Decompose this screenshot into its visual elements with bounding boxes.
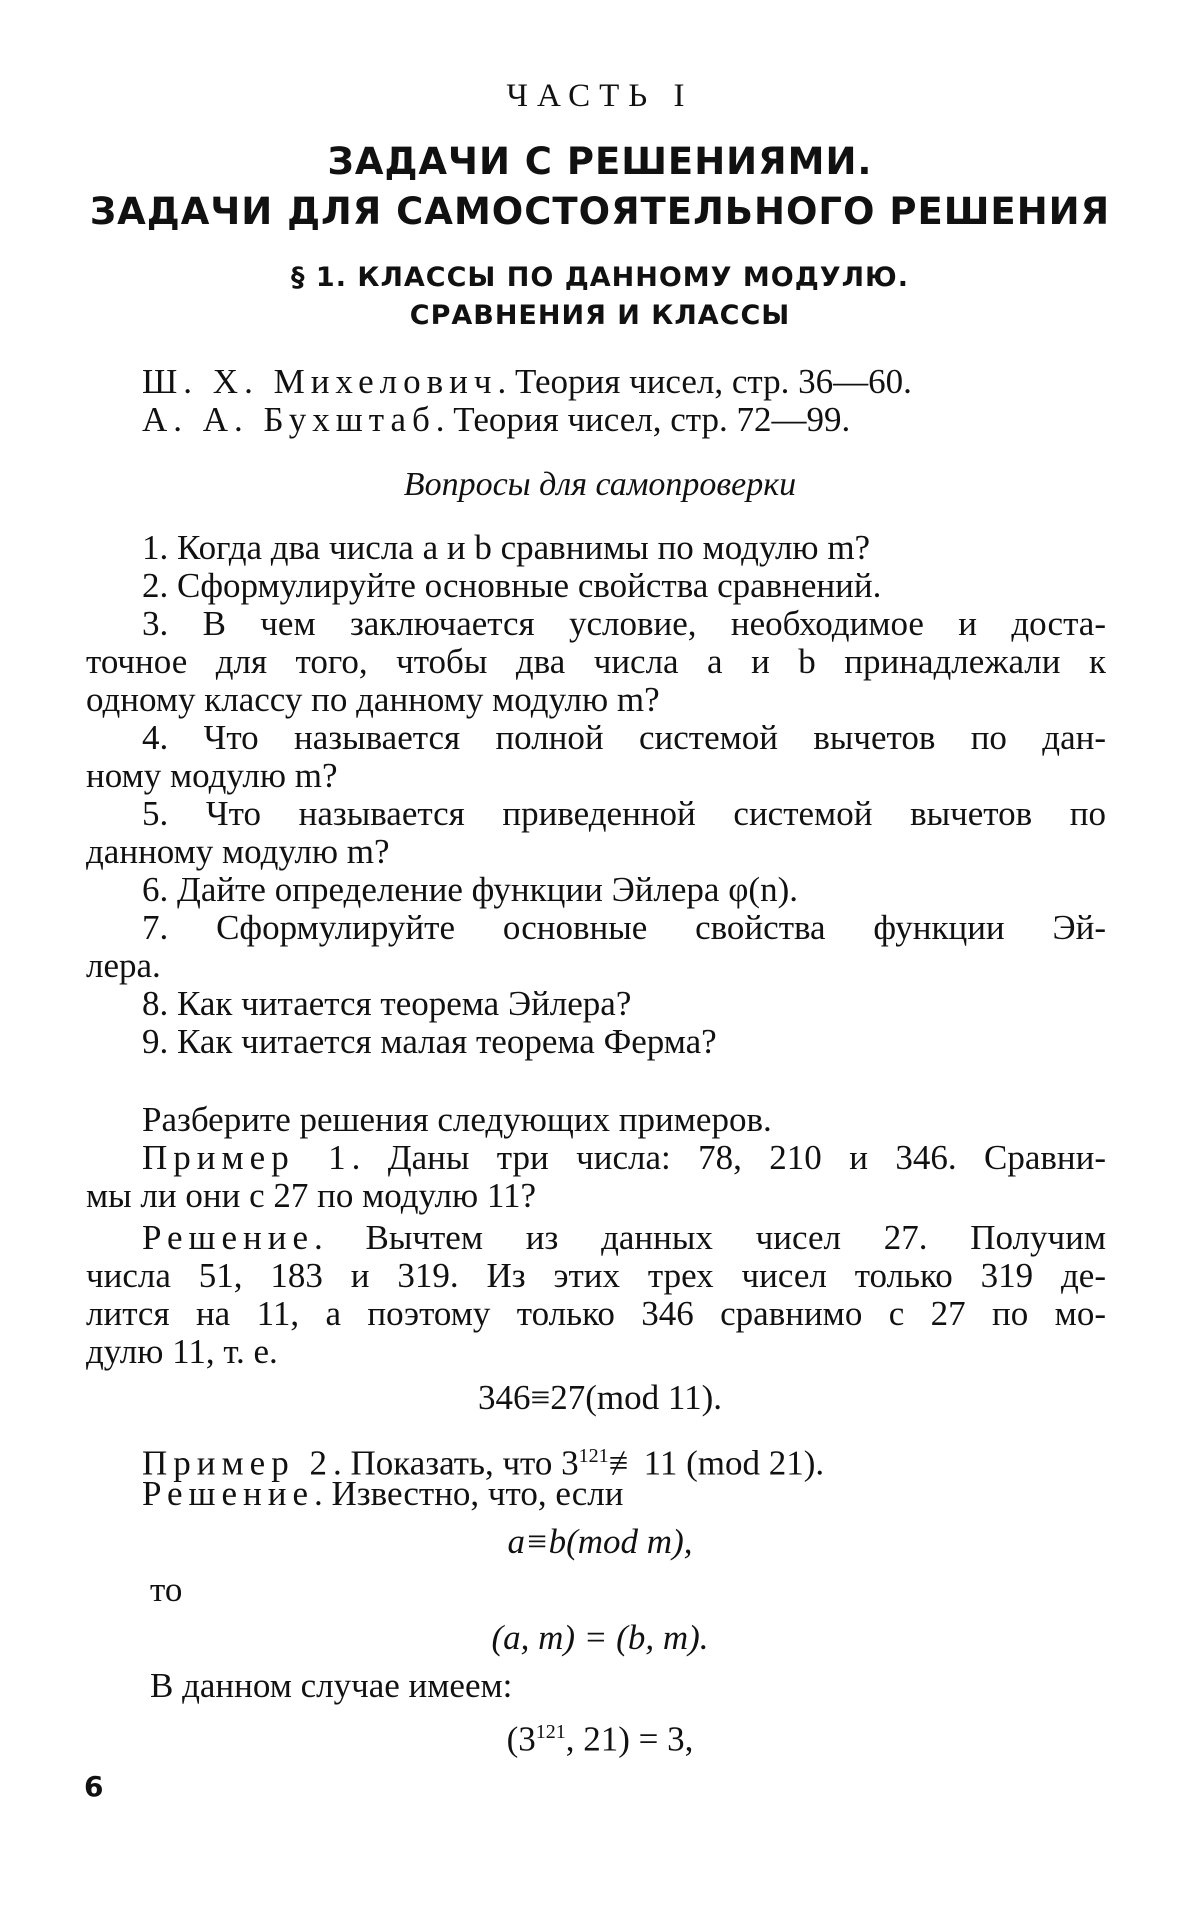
intro-text: Разберите решения следующих примеров. <box>142 1100 772 1139</box>
example-2-statement: Пример 2. Показать, что $3^{121}≢11$ (mod 21). <box>142 1443 825 1483</box>
question-line: 8. Как читается теорема Эйлера? <box>142 984 632 1023</box>
part-heading: ЧАСТЬ I <box>506 78 694 114</box>
then-word: то <box>150 1570 183 1609</box>
example-1-solution: Решение. Вычтем из данных чисел 27. Получим <box>142 1218 1106 1257</box>
example-1-statement-cont: мы ли они с 27 по модулю 11? <box>86 1176 537 1215</box>
question-line: точное для того, чтобы два числа a и b принадлежали к <box>86 642 1106 681</box>
question-line: 1. Когда два числа a и b сравнимы по модулю m? <box>142 528 871 567</box>
formula-congruence: 346≡27(mod 11). <box>478 1378 722 1417</box>
solution-label: Решение <box>142 1474 315 1513</box>
question-line: 5. Что называется приведенной системой вычетов по <box>142 794 1106 833</box>
question-line: 2. Сформулируйте основные свойства сравнений. <box>142 566 882 605</box>
reference-1-author: Ш. Х. Михелович <box>142 362 498 401</box>
chapter-title-line-1: ЗАДАЧИ С РЕШЕНИЯМИ. <box>327 140 873 183</box>
question-line: ному модулю m? <box>86 756 338 795</box>
formula-gcd-value: ($3^{121}$, 21) = 3, <box>506 1719 694 1759</box>
reference-2-author: А. А. Бухштаб <box>142 400 436 439</box>
section-title-line-2: СРАВНЕНИЯ И КЛАССЫ <box>409 300 791 331</box>
example-1-solution-line: числа 51, 183 и 319. Из этих трех чисел только 319 де- <box>86 1256 1106 1295</box>
question-line: данному модулю m? <box>86 832 390 871</box>
page-number: 6 <box>84 1770 104 1803</box>
question-line: лера. <box>86 946 161 985</box>
solution-label: Решение <box>142 1218 315 1257</box>
reference-1 <box>142 362 1106 402</box>
question-line: одному классу по данному модулю m? <box>86 680 660 719</box>
reference-2 <box>142 400 1106 440</box>
example-1-solution-line: дулю 11, т. е. <box>86 1332 278 1371</box>
case-text: В данном случае имеем: <box>150 1666 513 1705</box>
question-line: 3. В чем заключается условие, необходимое и доста- <box>142 604 1106 643</box>
question-line: 6. Дайте определение функции Эйлера φ(n). <box>142 870 798 909</box>
question-line: 4. Что называется полной системой вычетов по дан- <box>142 718 1106 757</box>
formula-gcd-equality: (a, m) = (b, m). <box>491 1618 709 1657</box>
reference-2-title: . Теория чисел, стр. 72—99. <box>435 400 851 439</box>
chapter-title-line-2: ЗАДАЧИ ДЛЯ САМОСТОЯТЕЛЬНОГО РЕШЕНИЯ <box>89 190 1111 233</box>
example-1-label: Пример 1 <box>142 1138 352 1177</box>
example-1-solution-line: лится на 11, а поэтому только 346 сравнимо с 27 по мо- <box>86 1294 1106 1333</box>
question-line: 9. Как читается малая теорема Ферма? <box>142 1022 717 1061</box>
questions-heading: Вопросы для самопроверки <box>403 466 797 503</box>
example-2-label: Пример 2 <box>142 1443 333 1483</box>
section-title-line-1: § 1. КЛАССЫ ПО ДАННОМУ МОДУЛЮ. <box>291 262 909 293</box>
question-line: 7. Сформулируйте основные свойства функции Эй- <box>142 908 1106 947</box>
example-1-statement: Пример 1. Даны три числа: 78, 210 и 346. Сравни- <box>142 1138 1106 1177</box>
reference-1-title: . Теория чисел, стр. 36—60. <box>497 362 912 401</box>
example-2-solution: Решение. Известно, что, если <box>142 1474 624 1513</box>
formula-congruence-general: a≡b(mod m), <box>507 1522 693 1561</box>
